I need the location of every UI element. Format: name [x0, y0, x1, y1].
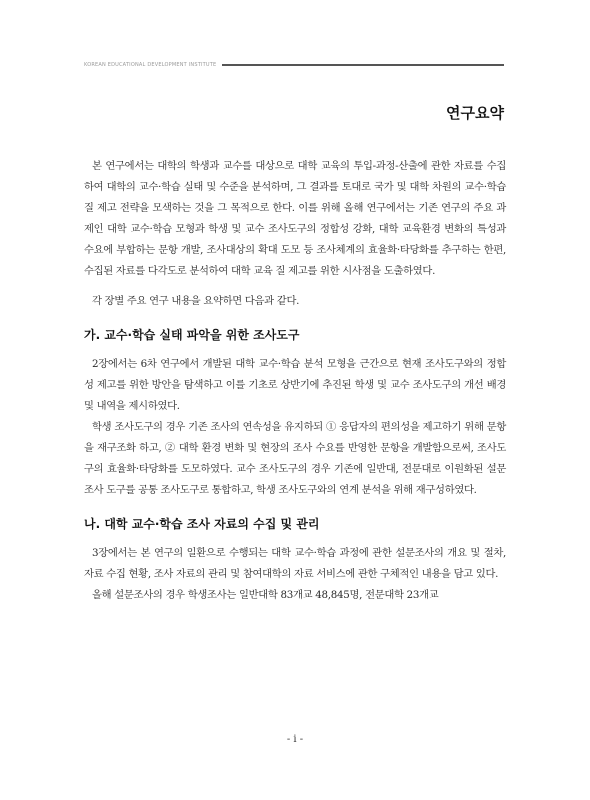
section-na-paragraph-1: 3장에서는 본 연구의 일환으로 수행되는 대학 교수·학습 과정에 관한 설문조사의 개요 및 절차, 자료 수집 현황, 조사 자료의 관리 및 참여대학의 자료 서비스에 관한 구체적인 내용을 담고 있다. [84, 547, 506, 580]
document-body [84, 156, 506, 606]
header-rule [222, 64, 504, 66]
page-title: 연구요약 [446, 104, 504, 122]
section-heading-ga: 가. 교수·학습 실태 파악을 위한 조사도구 [84, 328, 300, 342]
section-ga-paragraph-1: 2장에서는 6차 연구에서 개발된 대학 교수·학습 분석 모형을 근간으로 현재 조사도구와의 정합성 제고를 위한 방안을 탐색하고 이를 기초로 상반기에 추진된 학생 및 교수 조사도구의 개선 배경 및 내역을 제시하였다. [84, 358, 506, 412]
running-header-text: KOREAN EDUCATIONAL DEVELOPMENT INSTITUTE [84, 62, 217, 68]
intro-paragraph-1: 본 연구에서는 대학의 학생과 교수를 대상으로 대학 교육의 투입-과정-산출에 관한 자료를 수집하여 대학의 교수·학습 실태 및 수준을 분석하며, 그 결과를 토대로 국가 및 대학 차원의 교수·학습 질 제고 전략을 모색하는 것을 그 목적으로 한다. 이를 위해 올해 연구에서는 기존 연구의 주요 과제인 대학 교수·학습 모형과 학생 및 교수 조사도구의 정합성 강화, 대학 교육환경 변화의 특성과 수요에 부합하는 문항 개발, 조사대상의 확대 도모 등 조사체계의 효율화·타당화를 추구하는 한편, 수집된 자료를 다각도로 분석하여 대학 교육 질 제고를 위한 시사점을 도출하였다. [84, 160, 506, 277]
intro-paragraph-2: 각 장별 주요 연구 내용을 요약하면 다음과 같다. [92, 295, 300, 307]
section-na-paragraph-2: 올해 설문조사의 경우 학생조사는 일반대학 83개교 48,845명, 전문대학 23개교 [92, 589, 439, 601]
section-ga-paragraph-2: 학생 조사도구의 경우 기존 조사의 연속성을 유지하되 ① 응답자의 편의성을 제고하기 위해 문항을 재구조화 하고, ② 대학 환경 변화 및 현장의 조사 수요를 반영한 문항을 개발함으로써, 조사도구의 효율화·타당화를 도모하였다. 교수 조사도구의 경우 기존에 일반대, 전문대로 이원화된 설문조사 도구를 공통 조사도구로 통합하고, 학생 조사도구와의 연계 분석을 위해 재구성하였다. [84, 421, 506, 496]
page-number: - i - [286, 734, 304, 745]
running-header [84, 58, 504, 72]
section-heading-na: 나. 대학 교수·학습 조사 자료의 수집 및 관리 [84, 517, 320, 531]
